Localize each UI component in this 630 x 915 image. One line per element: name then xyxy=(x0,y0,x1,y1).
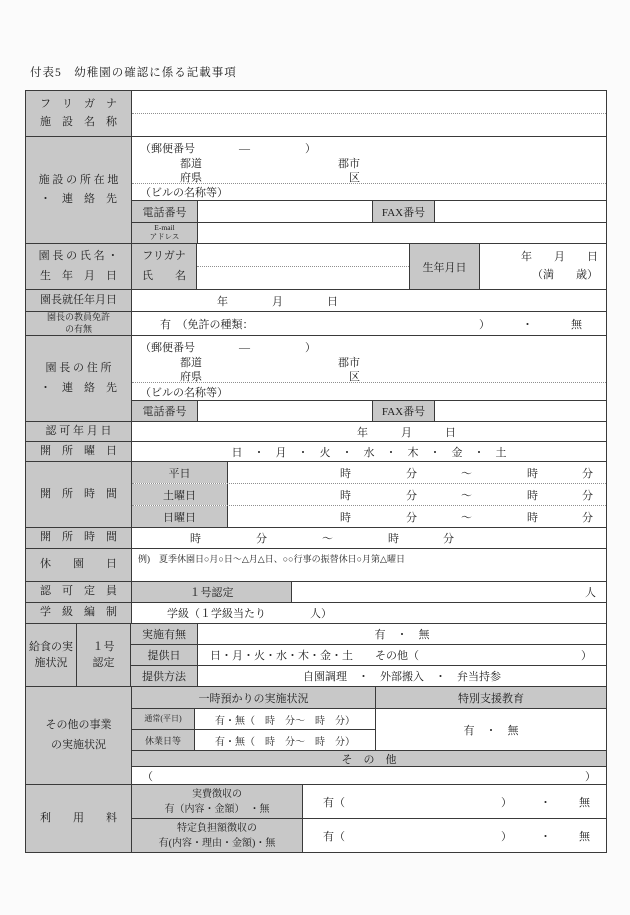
director-building-input[interactable]: （ビルの名称等） xyxy=(132,382,606,400)
director-birth-age: （満 歳） xyxy=(532,268,598,281)
director-fax-label: FAX番号 xyxy=(372,401,434,421)
closed-days-input[interactable] xyxy=(131,549,606,581)
open-hours-weekday-row xyxy=(132,462,606,483)
director-name-sub-label: 氏 名 xyxy=(142,269,186,282)
facility-email-row xyxy=(132,222,606,243)
specific-burden-label-line2: 有(内容・理由・金額)・無 xyxy=(158,837,276,849)
closed-days-label: 休 園 日 xyxy=(26,549,131,581)
email-label-line1: E-mail xyxy=(154,223,175,233)
temp-care-holiday-row xyxy=(132,729,375,750)
facility-name-input[interactable] xyxy=(132,114,606,136)
director-postal-label: （郵便番号 ― ） xyxy=(140,342,316,354)
license-no-label: 無 xyxy=(571,318,582,331)
facility-name-row xyxy=(26,91,606,136)
open-hours-sunday-row xyxy=(132,505,606,527)
facility-contact-label-line2: ・ 連 絡 先 xyxy=(40,193,117,205)
other-band-label: そ の 他 xyxy=(132,750,606,766)
appointment-input[interactable]: 年 月 日 xyxy=(131,290,606,311)
temp-care-holiday-label: 休業日等 xyxy=(132,730,194,750)
facility-fax-label: FAX番号 xyxy=(372,201,434,222)
weekday-time-input[interactable]: 時 分 ～ 時 分 xyxy=(227,462,606,483)
other-programs-row xyxy=(26,686,606,784)
appointment-row xyxy=(26,289,606,311)
weekday-label: 平日 xyxy=(132,462,227,483)
specific-burden-close-paren: ） xyxy=(501,830,512,843)
other-programs-label-line1: その他の事業 xyxy=(45,719,112,732)
special-education-input[interactable]: 有 ・ 無 xyxy=(375,709,606,750)
temp-care-holiday-input[interactable]: 有・無（ 時 分～ 時 分） xyxy=(194,730,375,750)
lunch-type-line2: 認定 xyxy=(92,657,115,669)
saturday-label: 土曜日 xyxy=(132,484,227,505)
closed-days-row xyxy=(26,548,606,581)
license-close-paren: ） xyxy=(479,318,490,331)
director-furigana-input[interactable] xyxy=(197,244,409,267)
specific-burden-label-line1: 特定負担額徴収の xyxy=(177,822,257,834)
lunch-days-close-paren: ） xyxy=(581,650,592,662)
capacity-type-label: １号認定 xyxy=(131,582,291,602)
lunch-days-label: 提供日 xyxy=(131,645,197,665)
actual-cost-close-paren: ） xyxy=(501,796,512,809)
facility-name-label-text: 施 設 名 称 xyxy=(40,116,117,129)
specific-burden-label xyxy=(132,819,302,852)
actual-cost-label-line2: 有（内容・金額） ・無 xyxy=(164,803,270,815)
license-input[interactable] xyxy=(131,312,606,335)
director-name-row xyxy=(26,243,606,289)
capacity-row xyxy=(26,581,606,602)
director-contact-label xyxy=(26,336,131,421)
appointment-label: 園長就任年月日 xyxy=(26,290,131,311)
actual-cost-row xyxy=(132,785,606,818)
director-birth-input[interactable] xyxy=(479,244,606,289)
lunch-label xyxy=(26,624,76,686)
specific-burden-no-label: 無 xyxy=(579,830,590,843)
director-furigana-label: フリガナ xyxy=(142,249,186,262)
other-close-paren: ） xyxy=(585,770,596,783)
lunch-implementation-label: 実施有無 xyxy=(131,624,197,644)
director-contact-row xyxy=(26,335,606,421)
license-row xyxy=(26,311,606,335)
todo-label: 都道 xyxy=(180,158,202,170)
facility-email-input[interactable] xyxy=(197,223,606,243)
open-hours-label: 開 所 時 間 xyxy=(26,462,131,527)
specific-burden-input[interactable] xyxy=(302,819,606,852)
page-title: 付表5 幼稚園の確認に係る記載事項 xyxy=(30,67,237,79)
director-tel-label: 電話番号 xyxy=(132,401,197,421)
lunch-days-input[interactable] xyxy=(197,645,606,665)
lunch-method-label: 提供方法 xyxy=(131,666,197,686)
lunch-label-line1: 給食の実 xyxy=(29,640,73,653)
open-hours-row xyxy=(26,461,606,527)
license-dot: ・ xyxy=(522,318,533,331)
temp-care-weekday-input[interactable]: 有・無（ 時 分～ 時 分） xyxy=(194,709,375,729)
ku-label: 区 xyxy=(349,172,360,184)
email-label-line2: アドレス xyxy=(149,232,180,242)
facility-tel-label: 電話番号 xyxy=(132,201,197,222)
approval-date-input[interactable]: 年 月 日 xyxy=(131,422,606,441)
fees-row xyxy=(26,784,606,852)
specific-burden-yes-label: 有（ xyxy=(323,830,345,843)
lunch-method-input[interactable]: 自園調理 ・ 外部搬入 ・ 弁当持参 xyxy=(197,666,606,686)
specific-burden-dot: ・ xyxy=(540,830,551,843)
special-education-header: 特別支援教育 xyxy=(375,687,606,708)
open-hours2-input[interactable]: 時 分 ～ 時 分 xyxy=(131,528,606,548)
license-label xyxy=(26,312,131,335)
actual-cost-yes-label: 有（ xyxy=(323,796,345,809)
other-programs-header-row xyxy=(132,687,606,708)
temp-care-weekday-row xyxy=(132,709,375,729)
actual-cost-dot: ・ xyxy=(540,796,551,809)
director-address-input[interactable] xyxy=(132,336,606,400)
open-days-row xyxy=(26,441,606,461)
capacity-label: 認 可 定 員 xyxy=(26,582,131,602)
class-organization-input[interactable]: 学級（１学級当たり 人） xyxy=(131,603,606,623)
actual-cost-label-line1: 実費徴収の xyxy=(192,788,242,800)
facility-furigana-input[interactable] xyxy=(132,91,606,114)
director-name-label-line2: 生 年 月 日 xyxy=(40,269,117,282)
actual-cost-input[interactable] xyxy=(302,785,606,818)
director-name-label xyxy=(26,244,131,289)
facility-building-input[interactable]: （ビルの名称等） xyxy=(132,183,606,200)
actual-cost-label xyxy=(132,785,302,818)
lunch-days-row xyxy=(131,644,606,665)
open-hours-saturday-row xyxy=(132,483,606,505)
closed-days-example: 例) 夏季休園日○月○日～△月△日、○○行事の振替休日○月第△曜日 xyxy=(138,554,405,564)
facility-phone-row xyxy=(132,200,606,222)
lunch-label-line2: 施状況 xyxy=(34,657,68,669)
director-contact-label-line2: ・ 連 絡 先 xyxy=(40,381,117,394)
kindergarten-form-table xyxy=(25,90,607,853)
director-name-label-line1: 園 長 の 氏 名 ・ xyxy=(38,250,119,263)
director-fuken-label: 府県 xyxy=(180,371,202,383)
director-todo-label: 都道 xyxy=(180,357,202,369)
license-yes-label: 有 （免許の種類： xyxy=(160,318,254,331)
other-programs-label-line2: の実施状況 xyxy=(51,738,106,751)
sunday-time-input[interactable]: 時 分 ～ 時 分 xyxy=(227,506,606,527)
specific-burden-row xyxy=(132,818,606,852)
facility-furigana-label: フ リ ガ ナ xyxy=(40,97,117,110)
actual-cost-no-label: 無 xyxy=(579,796,590,809)
fees-label: 利 用 料 xyxy=(26,785,131,852)
facility-contact-label xyxy=(26,137,131,243)
capacity-unit-label: 人 xyxy=(585,587,596,599)
saturday-time-input[interactable]: 時 分 ～ 時 分 xyxy=(227,484,606,505)
open-days-label: 開 所 曜 日 xyxy=(26,442,131,461)
facility-fax-input[interactable] xyxy=(434,201,606,222)
other-band-input[interactable] xyxy=(132,766,606,784)
other-open-paren: （ xyxy=(142,770,153,783)
open-days-input[interactable]: 日 ・ 月 ・ 火 ・ 水 ・ 木 ・ 金 ・ 土 xyxy=(131,442,606,461)
lunch-type-label xyxy=(76,624,130,686)
capacity-input[interactable] xyxy=(291,582,606,602)
approval-date-row xyxy=(26,421,606,441)
other-programs-label xyxy=(26,687,131,784)
gunshi-label: 郡市 xyxy=(338,158,360,170)
open-hours2-row xyxy=(26,527,606,548)
facility-postal-label: （郵便番号 ― ） xyxy=(140,143,316,155)
approval-date-label: 認 可 年 月 日 xyxy=(26,422,131,441)
sunday-label: 日曜日 xyxy=(132,506,227,527)
director-phone-row xyxy=(132,400,606,421)
temp-care-header: 一時預かりの実施状況 xyxy=(132,687,375,708)
license-label-line2: の有無 xyxy=(64,323,92,334)
director-furigana-name-label xyxy=(131,244,196,289)
class-organization-label: 学 級 編 制 xyxy=(26,603,131,623)
director-tel-input[interactable] xyxy=(197,401,372,421)
lunch-type-line1: １号 xyxy=(92,640,115,653)
director-fax-input[interactable] xyxy=(434,401,606,421)
facility-contact-label-line1: 施 設 の 所 在 地 xyxy=(38,173,119,186)
facility-name-label xyxy=(26,91,131,136)
facility-contact-row xyxy=(26,136,606,243)
lunch-method-row xyxy=(131,665,606,686)
lunch-days-value: 日・月・火・水・木・金・土 その他（ xyxy=(210,650,419,662)
director-ku-label: 区 xyxy=(349,371,360,383)
class-organization-row xyxy=(26,602,606,623)
director-birth-ymd: 年 月 日 xyxy=(521,250,598,263)
director-name-input[interactable] xyxy=(197,267,409,289)
lunch-row xyxy=(26,623,606,686)
facility-tel-input[interactable] xyxy=(197,201,372,222)
lunch-implementation-input[interactable]: 有 ・ 無 xyxy=(197,624,606,644)
director-gunshi-label: 郡市 xyxy=(338,357,360,369)
facility-address-input[interactable] xyxy=(132,137,606,200)
facility-email-label xyxy=(132,223,197,243)
lunch-implementation-row xyxy=(131,624,606,644)
temp-care-weekday-label: 通常(平日) xyxy=(132,709,194,729)
fuken-label: 府県 xyxy=(180,172,202,184)
director-contact-label-line1: 園 長 の 住 所 xyxy=(45,362,112,375)
license-label-line1: 園長の教員免許 xyxy=(46,312,110,323)
open-hours2-label: 開 所 時 間 xyxy=(26,528,131,548)
director-birth-label: 生年月日 xyxy=(409,244,479,289)
